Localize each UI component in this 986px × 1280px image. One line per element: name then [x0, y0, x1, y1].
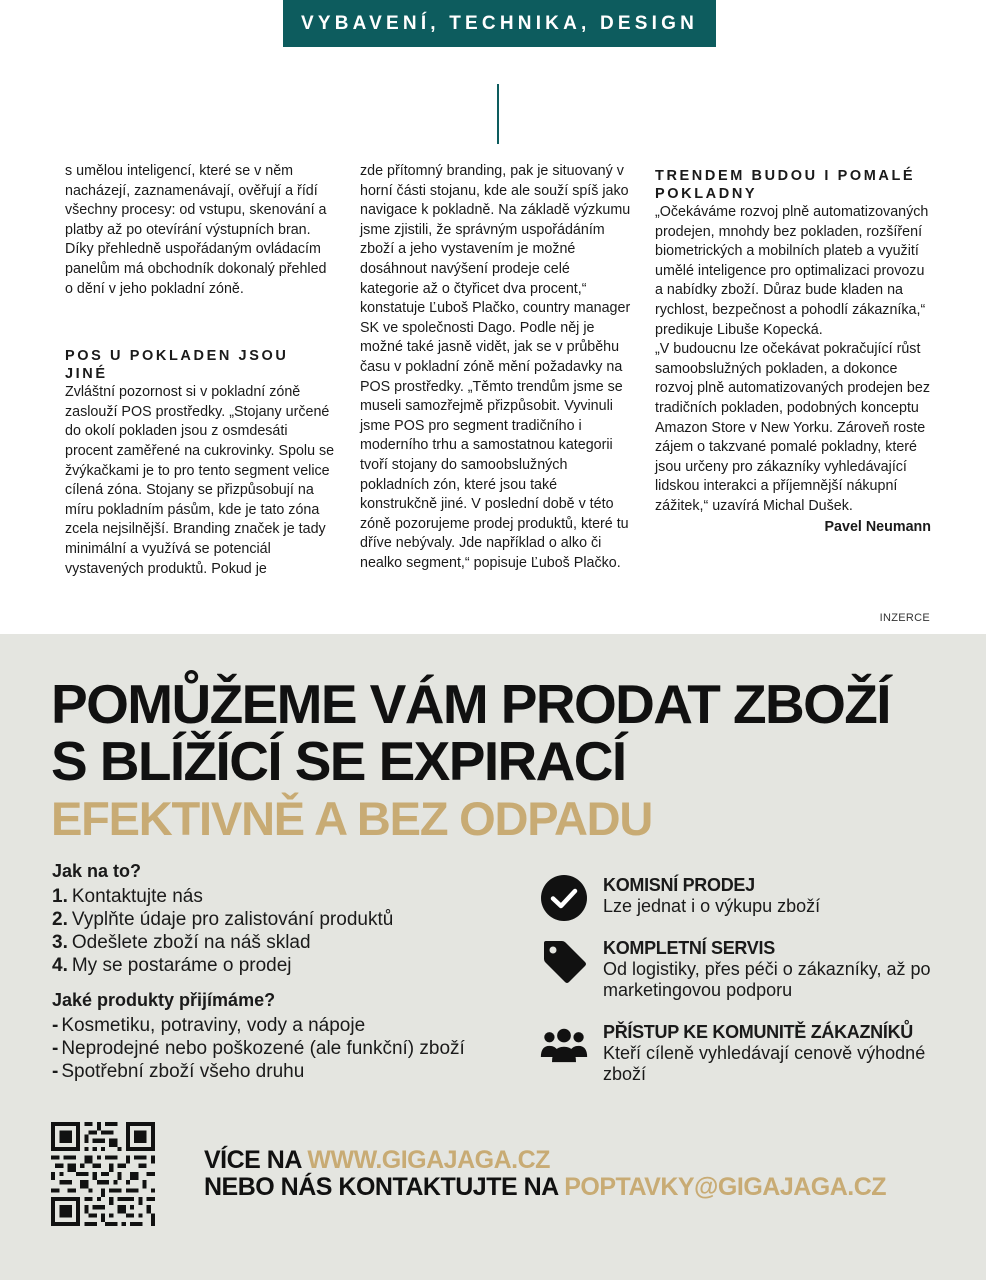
article-paragraph: Zvláštní pozornost si v pokladní zóně zaslouží POS prostředky. „Stojany určené do okolí pokladen jsou z osmdesáti procent zaměřené na cukrovinky. Spolu se žvýkačkami je to pro tento segment velice cílená zóna. Stojany se přizpůsobují na míru pokladním pásům, kde je tato zóna zcela nejsilnější. Branding značek je tady minimální a využívá se potenciál vystavených produktů. Pokud je [65, 384, 335, 577]
article-column-1 [65, 162, 337, 579]
step-text: My se postaráme o prodej [71, 955, 292, 976]
howto-step [52, 931, 522, 954]
product-item: - Neprodejné nebo poškozené (ale funkční) zboží [52, 1038, 465, 1059]
advertisement [0, 634, 986, 1280]
article-subheading: POS U POKLADEN JSOU JINÉ [65, 348, 289, 383]
article-paragraph: „V budoucnu lze očekávat pokračující růst samoobslužných pokladen, a dokonce rozvoj plně automatizovaných prodejen bez tradičních pokladen, podobných konceptu Amazon Store v New Yorku. Zároveň roste zájem o takzvané pomalé pokladny, které jsou určeny pro zákazníky vyhledávající lidskou interakci a příjemnější nákupní zážitek,“ uzavírá Michal Dušek. [655, 341, 930, 514]
ad-headline-line-1: POMŮŽEME VÁM PRODAT ZBOŽÍ [51, 673, 890, 735]
product-item-text: Kosmetiku, potraviny, vody a nápoje [61, 1015, 366, 1036]
product-item: - Kosmetiku, potraviny, vody a nápoje [52, 1015, 366, 1036]
article-column-3 [655, 162, 931, 537]
ad-contact [204, 1147, 886, 1201]
products-list [52, 1014, 522, 1083]
contact-email-line [204, 1174, 886, 1201]
step-text: Kontaktujte nás [71, 886, 203, 907]
product-item-text: Neprodejné nebo poškozené (ale funkční) zboží [61, 1038, 465, 1059]
qr-code-icon[interactable] [51, 1122, 155, 1226]
feature-title: KOMISNÍ PRODEJ [603, 875, 755, 895]
ad-subheadline: EFEKTIVNĚ A BEZ ODPADU [51, 792, 653, 845]
howto-step [52, 908, 522, 931]
email-link[interactable]: POPTAVKY@GIGAJAGA.CZ [564, 1173, 887, 1201]
article-column-2 [360, 162, 632, 573]
ad-headline [51, 673, 890, 792]
step-number: 1. [52, 886, 68, 907]
price-tag-icon [540, 937, 588, 985]
article-paragraph: „Očekáváme rozvoj plně automatizovaných prodejen, mnohdy bez pokladen, rozšíření biometrických a mobilních plateb a využití umělé inteligence pro optimalizaci provozu a nabídky zboží. Důraz bude kladen na rychlost, bezpečnost a pohodlí zákazníka,“ predikuje Libuše Kopecká. [655, 204, 929, 338]
article-author: Pavel Neumann [824, 518, 931, 535]
howto-step [52, 954, 522, 977]
ad-label: INZERCE [879, 612, 930, 624]
step-number: 2. [52, 909, 68, 930]
howto-step [52, 885, 522, 908]
ad-howto-block [52, 860, 522, 1083]
howto-steps [52, 885, 522, 977]
website-link[interactable]: WWW.GIGAJAGA.CZ [307, 1146, 550, 1174]
feature-title: PŘÍSTUP KE KOMUNITĚ ZÁKAZNÍKŮ [603, 1022, 913, 1042]
section-header: VYBAVENÍ, TECHNIKA, DESIGN [283, 0, 716, 47]
contact-website-line [204, 1147, 886, 1174]
divider-line [497, 84, 499, 144]
products-title: Jaké produkty přijímáme? [52, 990, 276, 1010]
step-text: Odešlete zboží na náš sklad [71, 932, 311, 953]
article-paragraph: zde přítomný branding, pak je situovaný v horní části stojanu, kde ale souží spíš jako navigace k pokladně. Na základě výzkumu jsme zjistili, že správným uspořádáním zboží a jeho vystavením je možné dosáhnout navýšení prodeje celé kategorie až o čtyřicet dva procent,“ konstatuje Ľuboš Plačko, country manager SK ve společnosti Dago. Podle něj je možné také jasně vidět, jak se v průběhu času v pokladní zóně mění požadavky na POS prostředky. „Těmto trendům jsme se museli samozřejmě přizpůsobit. Vyvinuli jsme POS pro segment tradičního i moderního trhu a samostatnou kategorii tvoří stojany do samoobslužných pokladních zón, které jsou také konstrukčně jiné. V poslední době v této zóně pozorujeme prodej produktů, které tu dříve nebývaly. Jde například o alko či nealko segment,“ popisuje Ľuboš Plačko. [360, 163, 631, 571]
product-item: - Spotřební zboží všeho druhu [52, 1061, 305, 1082]
step-text: Vyplňte údaje pro zalistování produktů [71, 909, 394, 930]
article-subheading: TRENDEM BUDOU I POMALÉ POKLADNY [655, 168, 916, 202]
contact-prefix: VÍCE NA [204, 1146, 308, 1174]
step-number: 4. [52, 955, 68, 976]
step-number: 3. [52, 932, 68, 953]
people-group-icon [540, 1021, 588, 1069]
check-circle-icon [540, 874, 588, 922]
contact-prefix: NEBO NÁS KONTAKTUJTE NA [204, 1173, 565, 1201]
products-block [52, 989, 522, 1083]
product-item-text: Spotřební zboží všeho druhu [61, 1061, 305, 1082]
ad-headline-line-2: S BLÍŽÍCÍ SE EXPIRACÍ [51, 730, 626, 792]
feature-description: Kteří cíleně vyhledávají cenově výhodné zboží [603, 1043, 926, 1084]
feature-title: KOMPLETNÍ SERVIS [603, 938, 775, 958]
howto-title: Jak na to? [52, 861, 142, 881]
article-paragraph: s umělou inteligencí, které se v něm nacházejí, zaznamenávají, ověřují a řídí všechny procesy: od vstupu, skenování a platby až po otevírání výstupních bran. Díky přehledně uspořádaným ovládacím panelům má obchodník dokonalý přehled o dění v jeho pokladní zóně. [65, 163, 327, 297]
feature-description: Od logistiky, přes péči o zákazníky, až po marketingovou podporu [603, 959, 931, 1000]
feature-description: Lze jednat i o výkupu zboží [603, 896, 821, 916]
